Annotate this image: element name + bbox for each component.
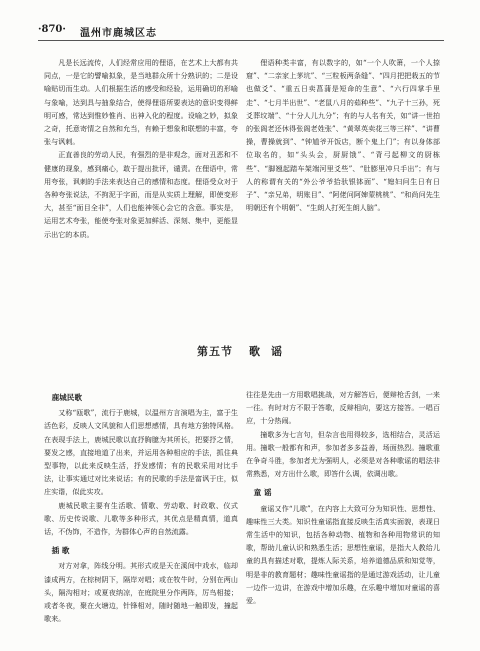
- top-right-column: [246, 56, 440, 214]
- section-title-char: 歌: [249, 345, 261, 358]
- paragraph: 撞歌多为七言句，但杂言也用得较多，选相结合，灵活运用。撞歌一般都有和声，参加者多多益善，场面热烈。撞歌重在争奇斗胜，参加者尤为强明人，必须是对各种歌谣的唱法非常熟悉，对方出什么歌，即答什么调，依调出歌。: [246, 429, 440, 479]
- paragraph: 俚语种类丰富，有以数字的，如“一个人吹箫，一个人捺窟”、“二亲家上茅坑”、“三粒板两条缝”、“四月把把栽五的节也做爻”、“重五日卖菖蒲是短命的生意”、“六行四掌手里走”、“七月半出世”、“老鼠八月的茹种些”、“九子十三孙，死爻葬坟端”、“十分人儿九分”；有的与人名有关，如“讲一世拍的张阁老还休得张阁老姓张”、“黄翠英卖花三等三样”、“讲曹操，曹操就到”、“钟馗爷开饭店，断个鬼上门”；有以身体部位取名的，如“头头会，厨厨饿”、“背弓起柳文的厨栋些”、“脚翘起踏车架端河里爻些”、“肚膨里冲只手出”；有与人的称谓有关的“外公爷爷拾驮银钵面”、“媳妇问生日有日子”、“亲兄弟，明账目”、“阿佬问阿婶蒙桃桃”、“和尚问先生明朝还有个明朝”、“生朗人打死生朗人脑”。: [246, 58, 440, 213]
- paragraph: 往往是先由一方用歌唱挑战，对方解答后，便辩枪舌剑，一来一往。有时对方不限于答歌，反辩相向，要这方接答。一唱百应，十分热闹。: [246, 390, 440, 426]
- book-title: 温州市鹿城区志: [80, 28, 157, 39]
- paragraph: 童谣又作“儿歌”，在内容上大致可分为知识性、思想性、趣味性三大类。知识性童谣指直接反映生活真实面貌，表现日常生活中的知识，包括各种动物、植物和各种用物常识的知歌，帮助儿童认识和熟悉生活；思想性童谣，是指大人教给儿童的具有描述对歌，提炼人际关系，培养道德品质和知觉等，明是非的教育题材；趣味性童谣指的是通过游戏活动，让儿童一边作一边讲，在游戏中增加乐趣，在乐趣中增加对童谣的喜爱。: [246, 503, 440, 606]
- section-title-char: 谣: [271, 345, 283, 358]
- top-left-column: [44, 56, 238, 241]
- subheading-folk-songs: 鹿城民歌: [51, 393, 82, 402]
- section-heading: [0, 343, 480, 359]
- page-number: ·870·: [38, 24, 66, 35]
- bottom-left-column: [44, 388, 238, 625]
- subheading-nursery-rhymes: 童 谣: [253, 488, 272, 498]
- paragraph: 鹿城民歌主要有生活歌、情歌、劳动歌、时政歌、仪式歌、历史传说歌、儿歌等多种形式，其优点是精真情，道真话，不伪饰，不造作，为群体心声的自然流露。: [44, 500, 238, 537]
- paragraph: 凡是长远流传，人们经常应用的俚语，在艺术上大都有共同点，一是它的譬喻拟象，是当地群众所十分熟识的；二是设喻贴切而生动。人们根据生活的感受和经验，运用确切的形喻与象喻，达到具与抽象结合，使得俚语所要表达的意识变得鲜明可感，常达到惟妙惟肖、出神入化的程度。设喻之妙，拟象之奇，托意寄情之自然和允当，有赖于想象和联想的丰富，夸张与讽刺。: [44, 58, 238, 147]
- paragraph: 对方对拿，阵线分明。其形式或是天在溪间中戏水，临却漆成两方，在棕树阴下，隔岸对唱；或在牧牛时，分别在两山头，隔沟相对；或夏夜纳凉，在庭院里分作两阵，厉鸟相接；或者冬夜，聚在火塘边，针锋相对，随时随地一触即发，撞起歌来。: [44, 561, 238, 624]
- bottom-right-column: [246, 388, 440, 607]
- section-number: 第五节: [197, 345, 233, 358]
- subheading-duet-songs: 插 歌: [51, 546, 70, 556]
- page-header: [38, 22, 444, 41]
- paragraph: 正直善良的劳动人民，有强烈的是非观念，面对丑恶和不健康的现象，感到痛心，敢于提出批评，谴责。在俚语中，常用夸张，讽刺的手法来表达自己的感情和态度。俚语受众对于各种夸张说法，不拘泥于字面，而是从实质上理解，即使变形大，甚至“面目全非”，人们也能神领心会它的含意。事实是，运用艺术夸张，能使夸张对象更加鲜活、深刻、集中，更能显示出它的本质。: [44, 150, 238, 239]
- paragraph: 又称“瓯歌”，流行于鹿城，以温州方言演唱为主，富于生活色彩，反映人文风貌和人们思想感情，具有地方独特风格。在表现手法上，鹿城民歌以直抒胸臆为其所长，把要抒之情，要发之感，直接地道了出来，并运用各种相应的手法，抓住典型事物，以此来反映生活，抒发感情；有的民歌采用对比手法，让事实通过对比来说话；有的民歌的手法是富讽于庄，似庄实谐，似此实攻。: [44, 408, 238, 497]
